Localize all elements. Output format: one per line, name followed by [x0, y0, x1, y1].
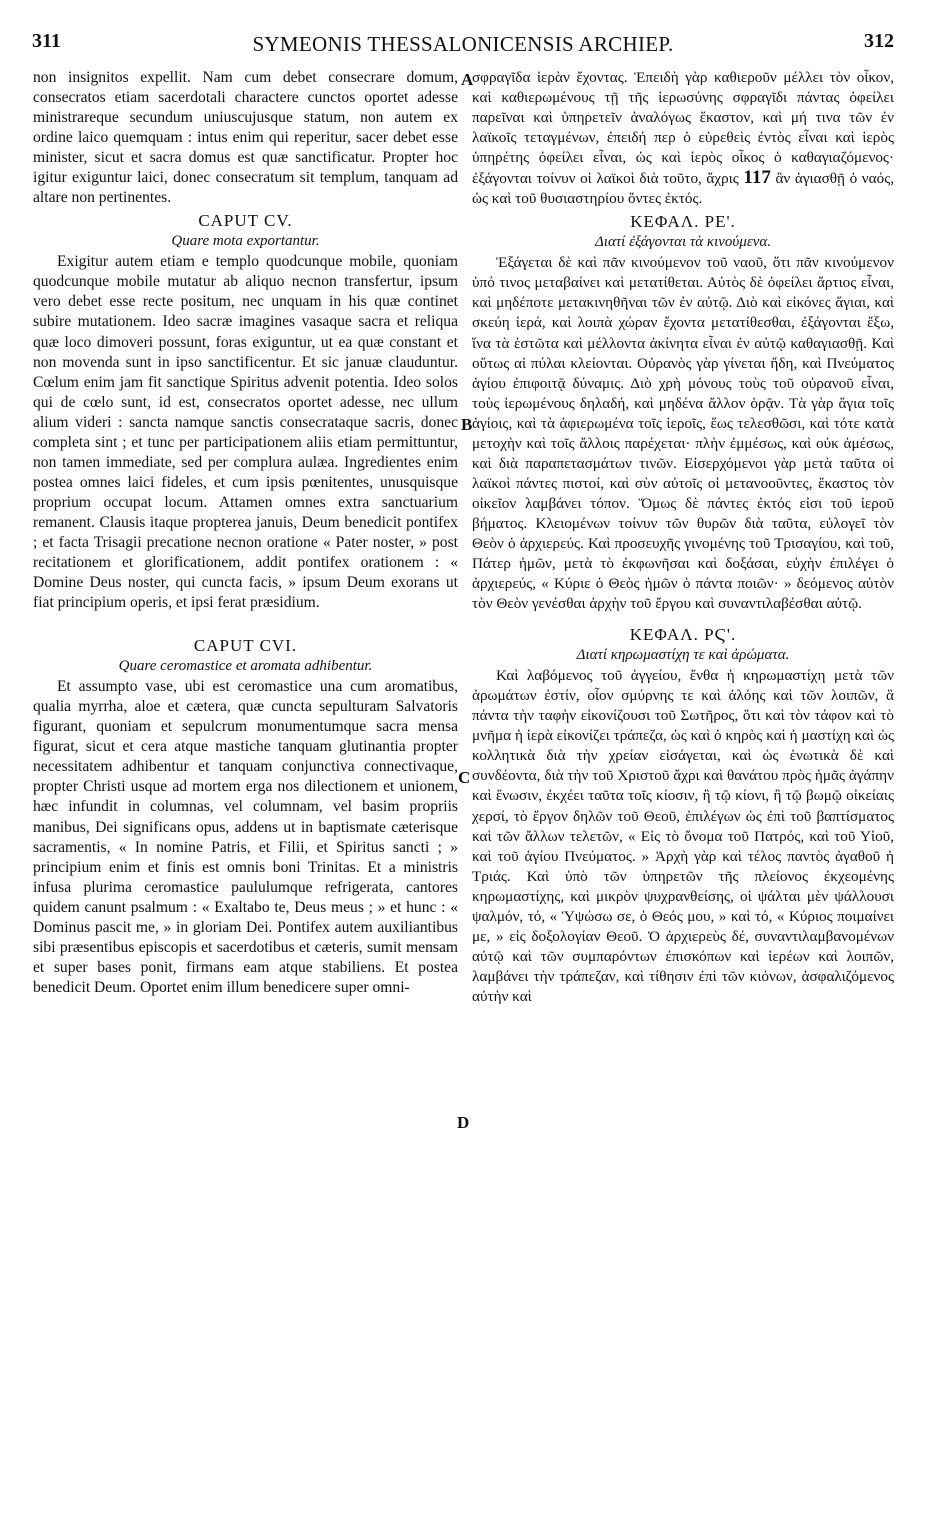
greek-paragraph-1a: σφραγῖδα ἱερὰν ἔχοντας. Ἐπειδὴ γὰρ καθιεροῦν μέλλει τὸν οἶκον, καὶ καθιερωμένους τῇ τῆς ἱερωσύνης σφραγῖδι πάντας ὀφείλει παρεῖναι καὶ ὑπηρετεῖν ἀναλόγως ἕκαστον, καὶ μή τινα τῶν ἐν λαϊκοῖς τεταγμένων, ἐπειδή περ ὁ εὑρεθεὶς ἐντὸς εἶναι καὶ ἱερὸς ὑπηρέτης ὀφείλει εἶναι, ὡς καὶ ἱερὸς οἶκος ὁ καθαγιαζόμενος· ἐξάγονται τοίνυν οἱ λαϊκοὶ διὰ τοῦτο, ἄχρις: [472, 69, 894, 188]
page-number-right: 312: [864, 30, 894, 52]
page-header: [32, 30, 894, 62]
latin-chapter-106-subtitle: Quare ceromastice et aromata adhibentur.: [118, 658, 373, 675]
greek-paragraph-3: Καὶ λαβόμενος τοῦ ἀγγείου, ἔνθα ἡ κηρωμαστίχη μετὰ τῶν ἀρωμάτων ἐστίν, οἷον σμύρνης τε καὶ ἀλόης καὶ τῶν λοιπῶν, ἃ πάντα τὴν ταφὴν εἰκονίζουσι τοῦ Σωτῆρος, ὅτι καὶ τὸν τάφον καὶ τὸ μνῆμα ἡ ἱερὰ εἰκονίζει τράπεζα, ὡς καὶ ὁ κηρὸς καὶ ἡ μαστίχη καὶ ὡς κολλητικὰ διὰ τὴν χρείαν εἰσάγεται, καὶ ὡς ἑνωτικὰ δὲ καὶ συνδέοντα, διὰ τὴν τοῦ Χριστοῦ ἄχρι καὶ θανάτου πρὸς ἡμᾶς ἀγάπην καὶ ἕνωσιν, ἐκχέει ταῦτα τοῖς κίοσιν, ἢ τῷ κίονι, ἢ τῷ βωμῷ οἰκείαις χερσί, τὸ ἔργον δηλῶν τοῦ Θεοῦ, ἐπιλέγων ὡς ἐπὶ τοῦ βαπτίσματος καὶ τῶν ἄλλων τελετῶν, « Εἰς τὸ ὄνομα τοῦ Πατρός, καὶ τοῦ Υἱοῦ, καὶ τοῦ ἁγίου Πνεύματος. » Ἀρχὴ γὰρ καὶ τέλος παντὸς ἀγαθοῦ ἡ Τριάς. Καὶ ὑπὸ τῶν ὑπηρετῶν τῆς πλείονος ἐκχεομένης κηρωμαστίχης, καὶ μικρὸν ψυχρανθείσης, οἱ ψάλται μὲν ψάλλουσι ψαλμόν, τό, « Ὑψώσω σε, ὁ Θεός μου, » καὶ τό, « Κύριος ποιμαίνει με, » εἰς δοξολογίαν Θεοῦ. Ὁ ἀρχιερεὺς δέ, συναντιλαμβανομένων αὐτῷ καὶ τῶν συμπαρόντων ἐπισκόπων καὶ ἱερέων καὶ λοιπῶν, λαμβάνει τὴν τράπεζαν, καὶ τίθησιν ἐπὶ τῶν κιόνων, ἀσφαλιζόμενος αὐτὴν καὶ: [472, 667, 894, 1005]
margin-letter-a: A: [461, 70, 474, 89]
margin-letter-d: D: [457, 1113, 470, 1132]
page-number-left: 311: [32, 30, 61, 52]
latin-paragraph-2: Exigitur autem etiam e templo quodcunque mobile, quoniam quodcunque mobile mutatur ab aliquo necnon transfertur, ipsum vero debet esse recte positum, nec unquam in his quæ continet subire mutationem. Ideo sacræ imagines vasaque sacra et reliqua quæ loco dimoveri possunt, foras exiguntur, ut ea quæ constant et non movenda sunt in ipso sanctificentur. Et sic januæ clauduntur. Cœlum enim jam fit sanctique Spiritus advenit potentia. Ideo solos qui de cœlo sunt, id est, consecratos oportet adesse, nec ullum alium videri : sancta namque sanctis consecrataque sacris, donec completa sint ; et tunc per participationem aliis etiam permittuntur, non tamen immediate, sed per complura aulæa. Ingredientes enim postea omnes laici fideles, et cum ipsis pœnitentes, unusquisque proprium occupat locum. Attamen omnes extra sanctuarium remanent. Clausis itaque propterea januis, Deum benedicit pontifex ; et facta Trisagii precatione necnon oratione « Pater noster, » post recitationem et glorificationem, addit pontifex orationem : « Domine Deus noster, qui cuncta facis, » ipsum Deum exorans ut fiat principium operis, et ipsi ferat præsidium.: [33, 253, 458, 612]
greek-chapter-105-subtitle: Διατί ἐξάγονται τὰ κινούμενα.: [594, 234, 772, 251]
greek-paragraph-1b: ἂν ἁγιασθῇ ὁ ναός, ὡς καὶ τοῦ θυσιαστηρίου ὄντες ἐκτός.: [472, 170, 895, 208]
greek-chapter-106-subtitle: Διατί κηρωμαστίχη τε καὶ ἀρώματα.: [576, 647, 790, 664]
greek-paragraph-2: Ἐξάγεται δὲ καὶ πᾶν κινούμενον τοῦ ναοῦ, ὅτι πᾶν κινούμενον ὑπό τινος μεταβαίνει καὶ μετατίθεται. Αὐτὸς δὲ ὀφείλει ἄρτιος εἶναι, καὶ μηδέποτε μετακινηθῆναι τῶν ἐν αὐτῷ. Διὸ καὶ εἰκόνες ἅγιαι, καὶ σκεύη ἱερά, καὶ λοιπὰ χώραν ἔχοντα μετατίθεσθαι, ἐξάγονται ἔξω, ἵνα τὰ ἑστῶτα καὶ μέλλοντα ἀκίνητα εἶναι ἐν αὐτῷ καθαγιασθῇ. Καὶ οὕτως αἱ πύλαι κλείονται. Οὐρανὸς γὰρ γίνεται ἤδη, καὶ Πνεύματος ἁγίου ἐπιφοιτᾷ δύναμις. Διὸ χρὴ μόνους τοὺς τοῦ οὐρανοῦ εἶναι, τοὺς ἱερωμένους δηλαδή, καὶ μηδένα ἄλλον ὁρᾷν. Τὰ γὰρ ἅγια τοῖς ἁγίοις, καὶ τὰ ἀφιερωμένα τοῖς ἱεροῖς, ἕως τελεσθῶσι, καὶ τότε κατὰ μετοχὴν καὶ τοῖς ἄλλοις παρέχεται· πλὴν ἐμμέσως, καὶ οὐκ ἀμέσως, καὶ διὰ παραπετασμάτων τινῶν. Εἰσερχόμενοι γὰρ μετὰ ταῦτα οἱ λαϊκοὶ πάντες πιστοί, καὶ σὺν αὐτοῖς οἱ μετανοοῦντες, ἕκαστος τὸν οἰκεῖον λαμβάνει τόπον. Ὅμως δὲ πάντες ἐκτός εἰσι τοῦ ἱεροῦ βήματος. Κλειομένων τοίνυν τῶν θυρῶν διὰ ταῦτα, εὐλογεῖ τὸν Θεὸν ὁ ἀρχιερεύς. Καὶ προσευχῆς γινομένης τοῦ Τρισαγίου, καὶ τοῦ, Πάτερ ἡμῶν, μετὰ τὸ ἐκφωνῆσαι καὶ δοξάσαι, εὐχὴν ἐπιλέγει ὁ ἀρχιερεύς, « Κύριε ὁ Θεὸς ἡμῶν ὁ πάντα ποιῶν· » δεόμενος αὐτὸν τὸν Θεὸν γενέσθαι ἀρχὴν τοῦ ἔργου καὶ συναντιλαβέσθαι αὐτῷ.: [472, 254, 894, 613]
greek-column: [472, 68, 894, 1007]
latin-paragraph-3: Et assumpto vase, ubi est ceromastice una cum aromatibus, qualia myrrha, aloe et cætera, quæ cuncta sepulturam Salvatoris figurant, quoniam et sepulcrum monumentumque sacra mensa figurat, sicut et cera atque mastiche tanquam glutinantia propter necessitatem adhibentur et tanquam conjunctiva connectivaque, propter Christi usque ad mortem erga nos dilectionem et unionem, hæc infundit in columnas, vel columnam, vel basim propriis manibus, Dei significans opus, addens ut in baptismate cæterisque sacramentis, « In nomine Patris, et Filii, et Spiritus sancti ; » principium enim et finis est omnis boni Trinitas. Et a ministris infusa plurima ceromastice paululumque refrigerata, cantores quidem canunt psalmum : « Exaltabo te, Deus meus ; » et hunc : « Dominus pascit me, » in gloriam Dei. Pontifex autem auxiliantibus sibi præsentibus episcopis et sacerdotibus et cæteris, sumit mensam et super bases ponit, firmans eam atque stabiliens. Et postea benedicit Deum. Oportet enim illum benedicere super omni-: [33, 678, 458, 996]
margin-letter-c: C: [458, 768, 471, 787]
running-title: SYMEONIS THESSALONICENSIS ARCHIEP.: [252, 32, 674, 56]
latin-paragraph-1: non insignitos expellit. Nam cum debet consecrare domum, consecratos etiam sacerdotali charactere cunctos oportet adesse ministrareque secundum uniuscujusque statum, non autem ex ordine laico quemquam : intus enim qui reperitur, sacer debet esse minister, sicut et sacra domus est quæ sanctificatur. Propter hoc igitur exiguntur laici, donec consecratum sit templum, tanquam ad altare non pertinentes.: [33, 69, 458, 207]
greek-chapter-105-title: ΚΕΦΑΛ. ΡΕ'.: [630, 212, 736, 232]
latin-chapter-105-title: CAPUT CV.: [198, 211, 293, 231]
latin-chapter-105-subtitle: Quare mota exportantur.: [171, 233, 320, 250]
latin-column: [33, 68, 458, 998]
margin-letter-b: B: [461, 415, 473, 434]
latin-chapter-106-title: CAPUT CVI.: [193, 636, 298, 656]
column-number-marker: 117: [743, 167, 771, 189]
greek-chapter-106-title: ΚΕΦΑΛ. ΡϚ'.: [629, 625, 737, 645]
greek-paragraph-1: [472, 68, 894, 209]
